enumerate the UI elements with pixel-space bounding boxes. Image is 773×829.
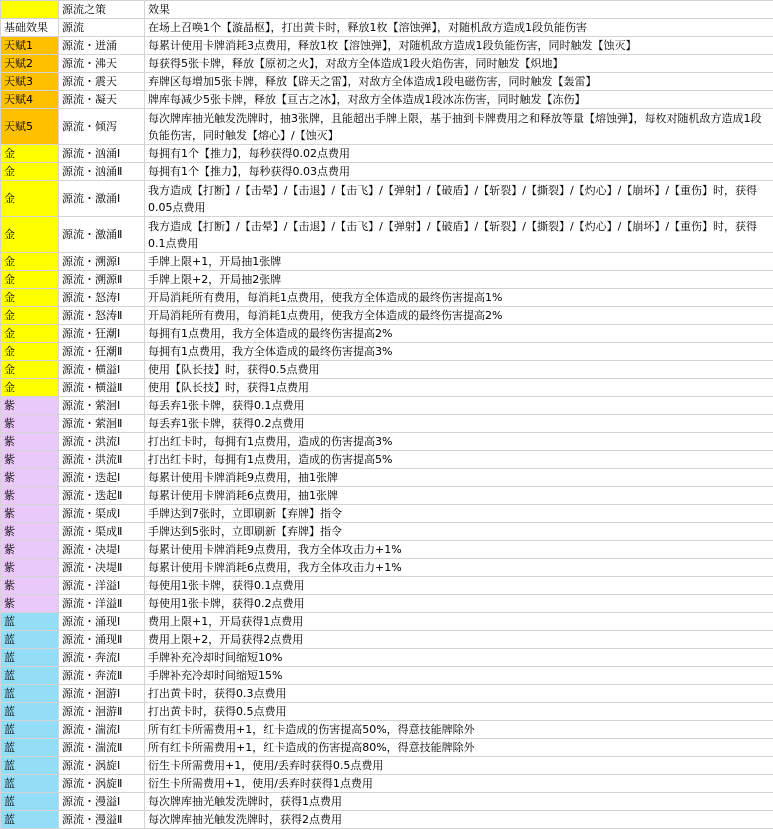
name-cell[interactable]: 源流・狂潮Ⅰ [59, 325, 145, 343]
effect-cell[interactable]: 弃牌区每增加5张卡牌，释放【辟天之雷】，对敌方全体造成1段电磁伤害，同时触发【轰雷】 [145, 73, 773, 91]
effect-cell[interactable]: 在场上召唤1个【漩晶枢】，打出黄卡时，释放1枚【溶蚀弹】，对随机敌方造成1段负能伤害 [145, 19, 773, 37]
table-row [1, 181, 773, 217]
tier-cell[interactable]: 蓝 [1, 649, 59, 667]
name-cell[interactable]: 源流・洪流Ⅱ [59, 451, 145, 469]
name-cell[interactable]: 源流・奔流Ⅰ [59, 649, 145, 667]
name-cell[interactable]: 源流・涡旋Ⅱ [59, 775, 145, 793]
name-cell[interactable]: 源流・渠成Ⅰ [59, 505, 145, 523]
effect-cell[interactable]: 每次牌库抽光触发洗牌时，获得2点费用 [145, 811, 773, 829]
effect-cell[interactable]: 牌库每减少5张卡牌，释放【亘古之冰】，对敌方全体造成1段冰冻伤害，同时触发【冻伤】 [145, 91, 773, 109]
tier-cell[interactable]: 金 [1, 307, 59, 325]
tier-cell[interactable]: 金 [1, 181, 59, 217]
tier-cell[interactable]: 金 [1, 271, 59, 289]
effect-cell[interactable]: 衍生卡所需费用+1，使用/丢弃时获得0.5点费用 [145, 757, 773, 775]
tier-cell[interactable]: 蓝 [1, 631, 59, 649]
effect-cell[interactable]: 每使用1张卡牌，获得0.2点费用 [145, 595, 773, 613]
effect-cell[interactable]: 费用上限+2，开局获得2点费用 [145, 631, 773, 649]
table-row [1, 163, 773, 181]
name-cell[interactable]: 源流・涌现Ⅱ [59, 631, 145, 649]
tier-cell[interactable]: 紫 [1, 397, 59, 415]
tier-cell[interactable]: 金 [1, 379, 59, 397]
effect-cell[interactable]: 每丢弃1张卡牌，获得0.1点费用 [145, 397, 773, 415]
tier-cell[interactable]: 紫 [1, 433, 59, 451]
name-cell[interactable]: 源流・洪流Ⅰ [59, 433, 145, 451]
tier-cell[interactable]: 天赋4 [1, 91, 59, 109]
table-row [1, 37, 773, 55]
table-row [1, 541, 773, 559]
name-cell[interactable]: 源流・汹涌Ⅰ [59, 145, 145, 163]
name-cell[interactable]: 源流・渠成Ⅱ [59, 523, 145, 541]
table-row [1, 595, 773, 613]
table-row [1, 307, 773, 325]
tier-cell[interactable]: 基础效果 [1, 19, 59, 37]
table-row [1, 379, 773, 397]
tier-cell[interactable]: 金 [1, 217, 59, 253]
tier-cell[interactable]: 蓝 [1, 667, 59, 685]
name-cell[interactable]: 源流・萦洄Ⅰ [59, 397, 145, 415]
tier-cell[interactable]: 蓝 [1, 685, 59, 703]
tier-cell[interactable]: 紫 [1, 505, 59, 523]
tier-cell[interactable]: 蓝 [1, 703, 59, 721]
table-row [1, 721, 773, 739]
effect-cell[interactable]: 我方造成【打断】/【击晕】/【击退】/【击飞】/【弹射】/【破盾】/【斩裂】/【撕裂】/【灼心】/【崩坏】/【重伤】时，获得0.1点费用 [145, 217, 773, 253]
tier-cell[interactable]: 紫 [1, 487, 59, 505]
effect-cell[interactable]: 所有红卡所需费用+1，红卡造成的伤害提高80%，得意技能牌除外 [145, 739, 773, 757]
effect-cell[interactable]: 每累计使用卡牌消耗9点费用，我方全体攻击力+1% [145, 541, 773, 559]
tier-cell[interactable]: 紫 [1, 469, 59, 487]
name-cell[interactable]: 源流・洋溢Ⅱ [59, 595, 145, 613]
effect-cell[interactable]: 打出黄卡时，获得0.5点费用 [145, 703, 773, 721]
effect-cell[interactable]: 每拥有1点费用，我方全体造成的最终伤害提高2% [145, 325, 773, 343]
header-row [1, 1, 773, 19]
table-row [1, 109, 773, 145]
effect-cell[interactable]: 使用【队长技】时，获得1点费用 [145, 379, 773, 397]
table-row [1, 487, 773, 505]
table-row [1, 469, 773, 487]
effect-cell[interactable]: 使用【队长技】时，获得0.5点费用 [145, 361, 773, 379]
tier-cell[interactable]: 金 [1, 289, 59, 307]
name-cell[interactable]: 源流・横溢Ⅰ [59, 361, 145, 379]
effect-cell[interactable]: 手牌补充冷却时间缩短10% [145, 649, 773, 667]
name-cell[interactable]: 源流・震天 [59, 73, 145, 91]
tier-cell[interactable]: 紫 [1, 541, 59, 559]
tier-cell[interactable]: 紫 [1, 415, 59, 433]
effect-cell[interactable]: 每累计使用卡牌消耗6点费用，抽1张牌 [145, 487, 773, 505]
effect-cell[interactable]: 每使用1张卡牌，获得0.1点费用 [145, 577, 773, 595]
effect-cell[interactable]: 手牌上限+1，开局抽1张牌 [145, 253, 773, 271]
tier-cell[interactable]: 蓝 [1, 775, 59, 793]
effect-cell[interactable]: 每累计使用卡牌消耗6点费用，我方全体攻击力+1% [145, 559, 773, 577]
table-row [1, 739, 773, 757]
table-row [1, 613, 773, 631]
table-row [1, 343, 773, 361]
effect-cell[interactable]: 我方造成【打断】/【击晕】/【击退】/【击飞】/【弹射】/【破盾】/【斩裂】/【撕裂】/【灼心】/【崩坏】/【重伤】时，获得0.05点费用 [145, 181, 773, 217]
tier-cell[interactable]: 紫 [1, 451, 59, 469]
table-row [1, 55, 773, 73]
table-row [1, 217, 773, 253]
effect-cell[interactable]: 手牌达到5张时，立即刷新【弃牌】指令 [145, 523, 773, 541]
name-cell[interactable]: 源流・汹涌Ⅱ [59, 163, 145, 181]
name-cell[interactable]: 源流・洋溢Ⅰ [59, 577, 145, 595]
table-row [1, 361, 773, 379]
effect-cell[interactable]: 开局消耗所有费用，每消耗1点费用，使我方全体造成的最终伤害提高2% [145, 307, 773, 325]
tier-cell[interactable]: 紫 [1, 577, 59, 595]
name-cell[interactable]: 源流・决堤Ⅰ [59, 541, 145, 559]
effect-cell[interactable]: 每拥有1点费用，我方全体造成的最终伤害提高3% [145, 343, 773, 361]
table-row [1, 667, 773, 685]
tier-cell[interactable]: 天赋5 [1, 109, 59, 145]
tier-cell[interactable]: 紫 [1, 523, 59, 541]
name-cell[interactable]: 源流・怒涛Ⅱ [59, 307, 145, 325]
effect-cell[interactable]: 每拥有1个【推力】，每秒获得0.03点费用 [145, 163, 773, 181]
table-row [1, 433, 773, 451]
header-cell-name[interactable]: 源流之策 [59, 1, 145, 19]
table-row [1, 649, 773, 667]
name-cell[interactable]: 源流・迭起Ⅱ [59, 487, 145, 505]
name-cell[interactable]: 源流・湍流Ⅱ [59, 739, 145, 757]
effect-cell[interactable]: 开局消耗所有费用，每消耗1点费用，使我方全体造成的最终伤害提高1% [145, 289, 773, 307]
name-cell[interactable]: 源流・湍流Ⅰ [59, 721, 145, 739]
name-cell[interactable]: 源流 [59, 19, 145, 37]
effect-cell[interactable]: 每拥有1个【推力】，每秒获得0.02点费用 [145, 145, 773, 163]
tier-cell[interactable]: 金 [1, 325, 59, 343]
table-row [1, 397, 773, 415]
tier-cell[interactable]: 蓝 [1, 613, 59, 631]
name-cell[interactable]: 源流・迸涌 [59, 37, 145, 55]
table-row [1, 271, 773, 289]
table-row [1, 253, 773, 271]
name-cell[interactable]: 源流・涡旋Ⅰ [59, 757, 145, 775]
table-row [1, 325, 773, 343]
table-row [1, 19, 773, 37]
tier-cell[interactable]: 紫 [1, 559, 59, 577]
table-row [1, 775, 773, 793]
name-cell[interactable]: 源流・激涌Ⅰ [59, 181, 145, 217]
name-cell[interactable]: 源流・怒涛Ⅰ [59, 289, 145, 307]
header-cell-tier[interactable] [1, 1, 59, 19]
tier-cell[interactable]: 天赋1 [1, 37, 59, 55]
name-cell[interactable]: 源流・凝天 [59, 91, 145, 109]
tier-cell[interactable]: 蓝 [1, 721, 59, 739]
table-row [1, 559, 773, 577]
name-cell[interactable]: 源流・激涌Ⅱ [59, 217, 145, 253]
effect-cell[interactable]: 所有红卡所需费用+1，红卡造成的伤害提高50%，得意技能牌除外 [145, 721, 773, 739]
effect-cell[interactable]: 打出红卡时，每拥有1点费用，造成的伤害提高5% [145, 451, 773, 469]
table-row [1, 523, 773, 541]
table-row [1, 793, 773, 811]
name-cell[interactable]: 源流・洄游Ⅰ [59, 685, 145, 703]
tier-cell[interactable]: 金 [1, 343, 59, 361]
name-cell[interactable]: 源流・决堤Ⅱ [59, 559, 145, 577]
tier-cell[interactable]: 蓝 [1, 793, 59, 811]
effect-cell[interactable]: 每累计使用卡牌消耗9点费用，抽1张牌 [145, 469, 773, 487]
tier-cell[interactable]: 紫 [1, 595, 59, 613]
name-cell[interactable]: 源流・横溢Ⅱ [59, 379, 145, 397]
name-cell[interactable]: 源流・狂潮Ⅱ [59, 343, 145, 361]
effect-cell[interactable]: 每获得5张卡牌，释放【原初之火】，对敌方全体造成1段火焰伤害，同时触发【炽地】 [145, 55, 773, 73]
table-row [1, 505, 773, 523]
name-cell[interactable]: 源流・溯源Ⅱ [59, 271, 145, 289]
effect-cell[interactable]: 打出红卡时，每拥有1点费用，造成的伤害提高3% [145, 433, 773, 451]
table-row [1, 73, 773, 91]
table-row [1, 631, 773, 649]
name-cell[interactable]: 源流・洄游Ⅱ [59, 703, 145, 721]
tier-cell[interactable]: 金 [1, 253, 59, 271]
name-cell[interactable]: 源流・漫溢Ⅰ [59, 793, 145, 811]
name-cell[interactable]: 源流・倾泻 [59, 109, 145, 145]
name-cell[interactable]: 源流・溯源Ⅰ [59, 253, 145, 271]
tier-cell[interactable]: 蓝 [1, 757, 59, 775]
effect-cell[interactable]: 手牌达到7张时，立即刷新【弃牌】指令 [145, 505, 773, 523]
tier-cell[interactable]: 金 [1, 163, 59, 181]
tier-cell[interactable]: 金 [1, 145, 59, 163]
effect-cell[interactable]: 每丢弃1张卡牌，获得0.2点费用 [145, 415, 773, 433]
table-row [1, 577, 773, 595]
tier-cell[interactable]: 天赋3 [1, 73, 59, 91]
effect-cell[interactable]: 每累计使用卡牌消耗3点费用，释放1枚【溶蚀弹】，对随机敌方造成1段负能伤害，同时触发【蚀灭】 [145, 37, 773, 55]
effect-cell[interactable]: 打出黄卡时，获得0.3点费用 [145, 685, 773, 703]
table-row [1, 415, 773, 433]
table-row [1, 757, 773, 775]
table-row [1, 289, 773, 307]
effect-cell[interactable]: 每次牌库抽光触发洗牌时，获得1点费用 [145, 793, 773, 811]
effect-cell[interactable]: 手牌补充冷却时间缩短15% [145, 667, 773, 685]
table-row [1, 91, 773, 109]
effect-cell[interactable]: 衍生卡所需费用+1，使用/丢弃时获得1点费用 [145, 775, 773, 793]
effects-table-body [1, 1, 773, 829]
tier-cell[interactable]: 蓝 [1, 811, 59, 829]
tier-cell[interactable]: 蓝 [1, 739, 59, 757]
name-cell[interactable]: 源流・涌现Ⅰ [59, 613, 145, 631]
table-row [1, 685, 773, 703]
table-row [1, 145, 773, 163]
name-cell[interactable]: 源流・奔流Ⅱ [59, 667, 145, 685]
effect-cell[interactable]: 费用上限+1，开局获得1点费用 [145, 613, 773, 631]
name-cell[interactable]: 源流・漫溢Ⅱ [59, 811, 145, 829]
effect-cell[interactable]: 手牌上限+2，开局抽2张牌 [145, 271, 773, 289]
name-cell[interactable]: 源流・沸天 [59, 55, 145, 73]
tier-cell[interactable]: 金 [1, 361, 59, 379]
tier-cell[interactable]: 天赋2 [1, 55, 59, 73]
table-row [1, 703, 773, 721]
table-row [1, 451, 773, 469]
header-cell-effect[interactable]: 效果 [145, 1, 773, 19]
name-cell[interactable]: 源流・迭起Ⅰ [59, 469, 145, 487]
table-row [1, 811, 773, 829]
name-cell[interactable]: 源流・萦洄Ⅱ [59, 415, 145, 433]
effect-cell[interactable]: 每次牌库抽光触发洗牌时，抽3张牌，且能超出手牌上限，基于抽到卡牌费用之和释放等量【熔蚀弹】，每枚对随机敌方造成1段负能伤害，同时触发【熔心】/【蚀灭】 [145, 109, 773, 145]
